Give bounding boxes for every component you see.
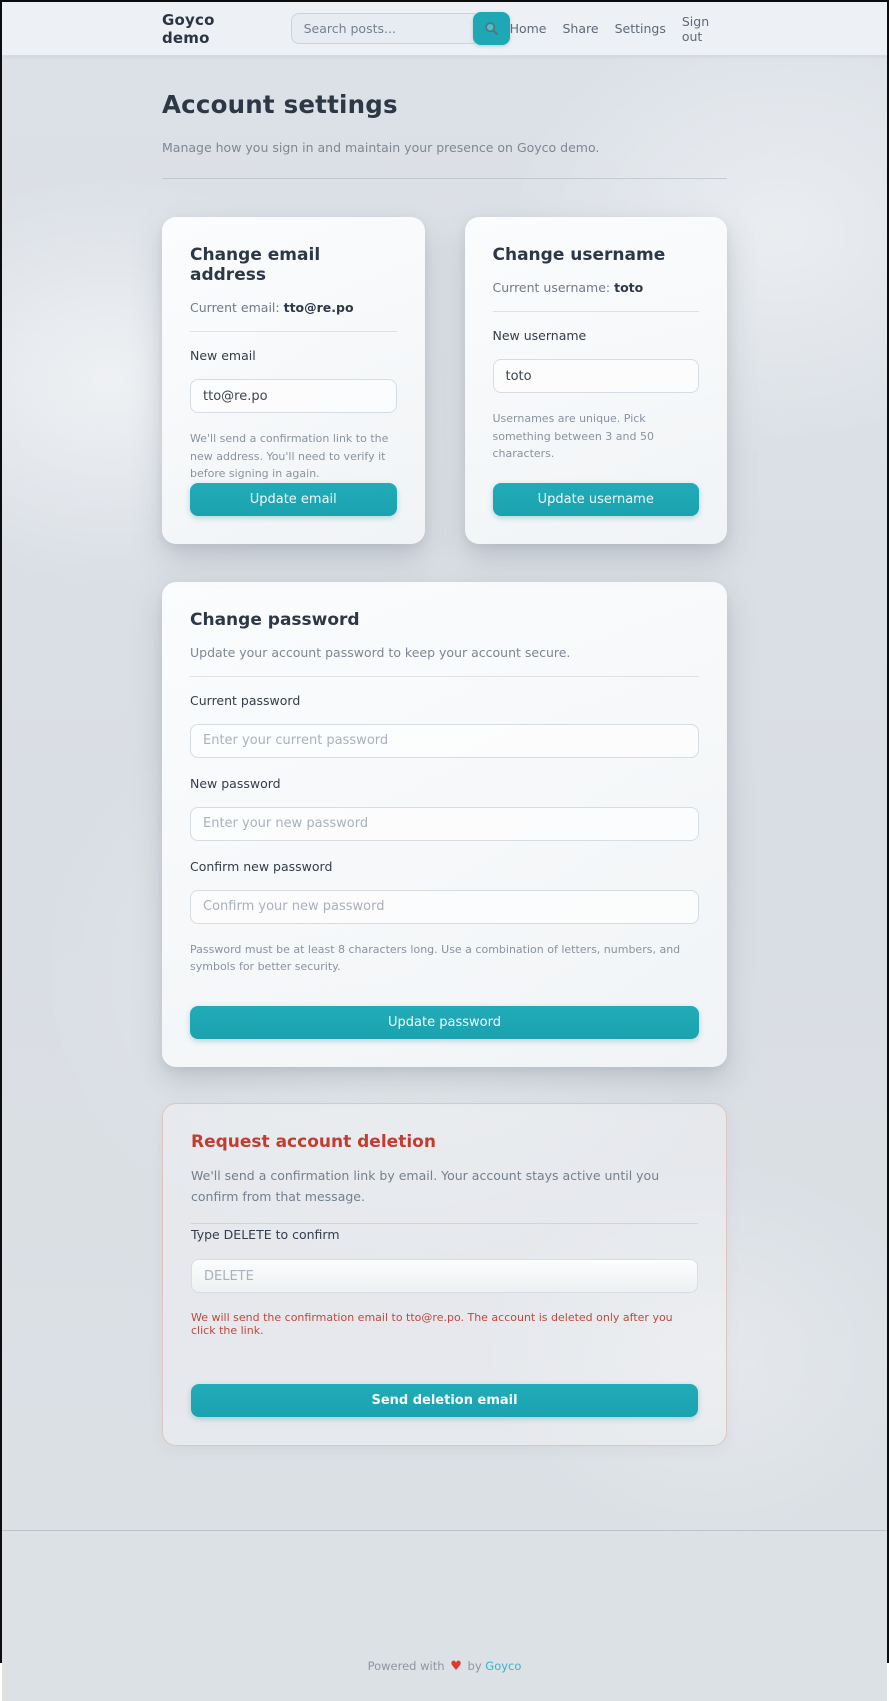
nav-share[interactable]: Share (562, 21, 599, 36)
change-password-subtitle: Update your account password to keep your account secure. (190, 644, 571, 660)
change-username-card (465, 217, 728, 544)
search-bar (291, 12, 510, 45)
search-button[interactable] (473, 12, 510, 45)
current-email-label: Current email: (190, 300, 284, 315)
nav-sign-out[interactable]: Sign out (681, 13, 710, 44)
cards-row (162, 217, 727, 544)
current-username-label: Current username: (492, 280, 615, 295)
current-email-line (190, 300, 397, 315)
current-email-value: tto@re.po (283, 300, 354, 315)
top-navbar (2, 2, 887, 56)
card-divider (190, 676, 699, 677)
delete-confirm-label: Type DELETE to confirm (191, 1227, 340, 1243)
new-username-label: New username (492, 328, 587, 343)
page-title: Account settings (162, 90, 398, 119)
current-password-label: Current password (190, 692, 301, 708)
confirm-password-label: Confirm new password (190, 858, 333, 874)
card-divider (190, 331, 397, 332)
new-email-label: New email (190, 348, 256, 363)
update-username-button[interactable]: Update username (493, 483, 700, 516)
search-input[interactable] (291, 13, 475, 44)
nav-home[interactable]: Home (509, 21, 547, 36)
confirm-password-input[interactable] (190, 890, 699, 924)
current-password-input[interactable] (190, 724, 699, 758)
send-deletion-email-button[interactable]: Send deletion email (191, 1384, 698, 1417)
email-help-text: We'll send a confirmation link to the new address. You'll need to verify it before signing in again. (190, 432, 389, 481)
password-help-text: Password must be at least 8 characters long. Use a combination of letters, numbers, and symbols for better security. (190, 942, 681, 974)
current-username-line (493, 280, 700, 295)
new-password-label: New password (190, 775, 281, 791)
delete-confirm-input[interactable] (191, 1259, 698, 1293)
header-divider (162, 178, 727, 179)
footer-text-before: Powered with (367, 1659, 445, 1674)
footer-text-after: by (467, 1659, 482, 1674)
page-content (2, 56, 887, 1530)
new-username-input[interactable] (493, 359, 700, 393)
deletion-warning-text: We will send the confirmation email to tto@re.po. The account is deleted only after you click the link. (191, 1311, 673, 1338)
search-icon (484, 21, 499, 36)
update-password-button[interactable]: Update password (190, 1006, 699, 1039)
username-help-text: Usernames are unique. Pick something between 3 and 50 characters. (492, 412, 654, 461)
brand-logo[interactable]: Goyco demo (162, 10, 215, 47)
current-username-value: toto (614, 280, 644, 295)
main-nav (510, 14, 727, 44)
page-footer (2, 1530, 887, 1701)
new-password-input[interactable] (190, 807, 699, 841)
deletion-description: We'll send a confirmation link by email. Your account stays active until you confirm from that message. (191, 1167, 660, 1204)
new-email-input[interactable] (190, 379, 397, 413)
heart-icon: ♥ (450, 1659, 462, 1675)
change-email-card (162, 217, 425, 544)
account-deletion-card (162, 1103, 727, 1446)
deletion-title: Request account deletion (191, 1131, 436, 1152)
page-subtitle: Manage how you sign in and maintain your presence on Goyco demo. (162, 140, 600, 155)
update-email-button[interactable]: Update email (190, 483, 397, 516)
change-password-title: Change password (190, 609, 360, 630)
card-divider (493, 311, 700, 312)
nav-settings[interactable]: Settings (614, 21, 666, 36)
change-username-title: Change username (492, 245, 666, 265)
change-password-card (162, 582, 727, 1067)
card-divider (191, 1223, 698, 1224)
change-email-title: Change email address (190, 245, 321, 285)
footer-goyco-link[interactable]: Goyco (485, 1659, 522, 1674)
